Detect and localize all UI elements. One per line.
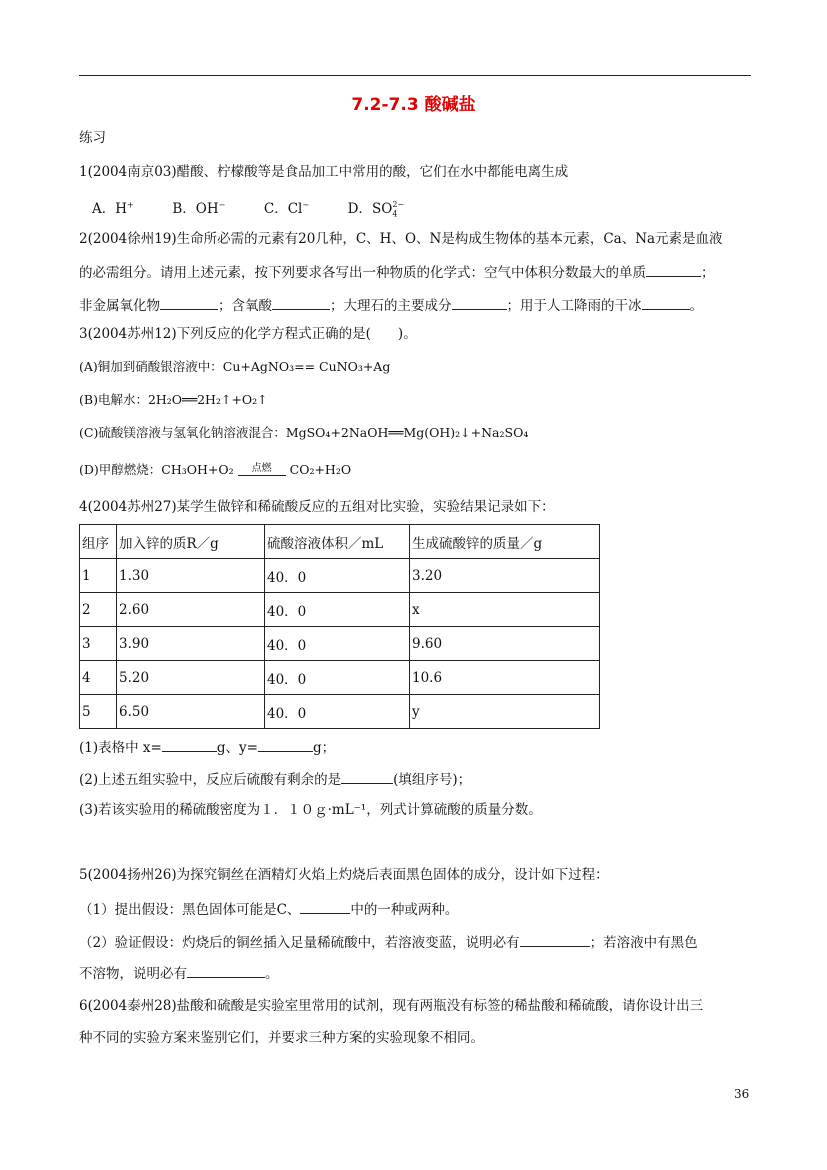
q4-sub-1: (1)表格中 x= g、y= g；: [79, 737, 335, 757]
table-cell: 40．0: [265, 559, 410, 593]
table-cell: 40．0: [265, 695, 410, 729]
q5-sub-2: （2）验证假设：灼烧后的铜丝插入足量稀硫酸中，若溶液变蓝，说明必有 ；若溶液中有黑色: [79, 932, 698, 952]
table-row: [80, 559, 600, 593]
q1-option-b: B．OH−: [172, 200, 226, 217]
q4-blank-x[interactable]: [162, 737, 217, 752]
q3-option-a: (A)铜加到硝酸银溶液中：Cu+AgNO₃== CuNO₃+Ag: [79, 359, 391, 374]
q5-stem: 5(2004扬州26)为探究铜丝在酒精灯火焰上灼烧后表面黑色固体的成分，设计如下过程：: [79, 867, 609, 883]
table-cell: 5: [80, 695, 117, 729]
table-cell: 1: [80, 559, 117, 593]
q2-line-3: 非金属氧化物 ；含氧酸 ；大理石的主要成分 ；用于人工降雨的干冰 。: [79, 295, 703, 315]
table-header-cell: 硫酸溶液体积／mL: [265, 525, 410, 559]
q3-option-d: (D)甲醇燃烧：CH₃OH+O₂ 点燃 CO₂+H₂O: [79, 461, 351, 480]
q2-blank-4[interactable]: [452, 295, 507, 310]
table-cell: 6.50: [117, 695, 265, 729]
q5-blank-1[interactable]: [300, 899, 350, 914]
results-table: [79, 524, 600, 729]
header-rule: [79, 75, 751, 76]
table-cell: 5.20: [117, 661, 265, 695]
reaction-arrow: 点燃: [238, 462, 286, 480]
table-cell: 2: [80, 593, 117, 627]
q2-blank-2[interactable]: [160, 295, 218, 310]
table-cell: y: [410, 695, 600, 729]
table-cell: 2.60: [117, 593, 265, 627]
q4-stem: 4(2004苏州27)某学生做锌和稀硫酸反应的五组对比实验，实验结果记录如下：: [79, 499, 555, 515]
table-row: [80, 661, 600, 695]
table-row: [80, 695, 600, 729]
q6-line-1: 6(2004泰州28)盐酸和硫酸是实验室里常用的试剂，现有两瓶没有标签的稀盐酸和稀硫酸，请你设计出三: [79, 998, 704, 1014]
page-title: 7.2-7.3 酸碱盐: [351, 95, 476, 115]
q3-option-c: (C)硫酸镁溶液与氢氧化钠溶液混合：MgSO₄+2NaOH══Mg(OH)₂↓+Na₂SO₄: [79, 425, 529, 440]
table-header-cell: 组序: [80, 525, 117, 559]
page-number: 36: [734, 1087, 750, 1101]
table-cell: 4: [80, 661, 117, 695]
table-cell: 40．0: [265, 627, 410, 661]
q5-blank-3[interactable]: [187, 963, 265, 978]
table-cell: 40．0: [265, 661, 410, 695]
q2-line-2: 的必需组分。请用上述元素，按下列要求各写出一种物质的化学式：空气中体积分数最大的单质 ；: [79, 262, 715, 282]
table-cell: 3: [80, 627, 117, 661]
q1-option-d: D．$SO_4^{2-}$: [347, 200, 405, 219]
table-header-cell: 加入锌的质R／g: [117, 525, 265, 559]
table-header-row: [80, 525, 600, 559]
table-cell: 3.90: [117, 627, 265, 661]
table-header-cell: 生成硫酸锌的质量／g: [410, 525, 600, 559]
q4-sub-3: (3)若该实验用的稀硫酸密度为１．１０ｇ·mL⁻¹，列式计算硫酸的质量分数。: [79, 802, 542, 818]
q4-sub-2: (2)上述五组实验中，反应后硫酸有剩余的是 (填组序号)；: [79, 769, 471, 789]
q2-blank-5[interactable]: [642, 295, 690, 310]
table-row: [80, 593, 600, 627]
table-cell: 1.30: [117, 559, 265, 593]
table-cell: 10.6: [410, 661, 600, 695]
table-cell: 40．0: [265, 593, 410, 627]
q5-sub-1: （1）提出假设：黑色固体可能是C、 中的一种或两种。: [79, 899, 458, 919]
q1-stem: 1(2004南京03)醋酸、柠檬酸等是食品加工中常用的酸，它们在水中都能电离生成: [79, 164, 569, 180]
q5-blank-2[interactable]: [520, 932, 590, 947]
q6-line-2: 种不同的实验方案来鉴别它们，并要求三种方案的实验现象不相同。: [79, 1030, 484, 1046]
q1-option-a: A．H+: [92, 200, 134, 217]
q2-blank-1[interactable]: [646, 262, 701, 277]
table-cell: 9.60: [410, 627, 600, 661]
q4-blank-y[interactable]: [258, 737, 313, 752]
table-row: [80, 627, 600, 661]
table-cell: x: [410, 593, 600, 627]
q2-blank-3[interactable]: [272, 295, 330, 310]
q1-option-c: C．Cl−: [263, 200, 310, 217]
section-label: 练习: [79, 130, 106, 146]
q2-line-1: 2(2004徐州19)生命所必需的元素有20几种，C、H、O、N是构成生物体的基本元素，Ca、Na元素是血液: [79, 231, 723, 247]
q3-option-b: (B)电解水：2H₂O══2H₂↑+O₂↑: [79, 392, 268, 407]
q4-blank-groups[interactable]: [341, 769, 393, 784]
table-cell: 3.20: [410, 559, 600, 593]
q5-sub-2-cont: 不溶物，说明必有 。: [79, 963, 279, 983]
q1-options: [92, 196, 404, 223]
q3-stem: 3(2004苏州12)下列反应的化学方程式正确的是( )。: [79, 326, 417, 342]
